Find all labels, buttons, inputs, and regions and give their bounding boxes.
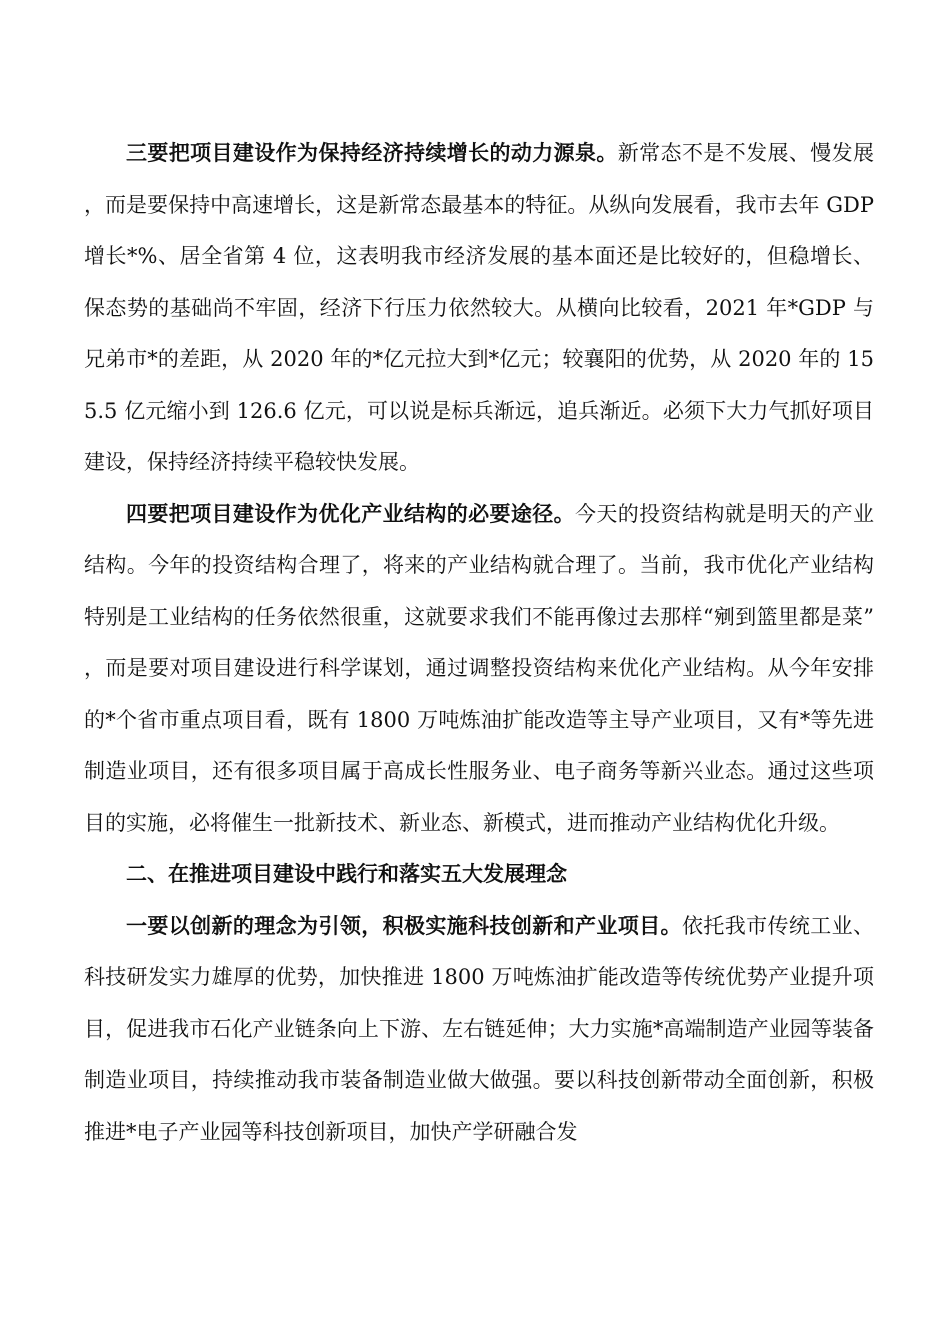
paragraph-text: 新常态不是不发展、慢发展，而是要保持中高速增长，这是新常态最基本的特征。从纵向发展看，我市去年 GDP 增长*%、居全省第 4 位，这表明我市经济发展的基本面还是比较好的，但稳增长、保态势的基础尚不牢固，经济下行压力依然较大。从横向比较看，2021 年*GDP 与兄弟市*的差距，从 2020 年的*亿元拉大到*亿元；较襄阳的优势，从 2020 年的 155.5 亿元缩小到 126.6 亿元，可以说是标兵渐远，追兵渐近。必须下大力气抓好项目建设，保持经济持续平稳较快发展。 xyxy=(84,141,875,474)
paragraph-lead: 一要以创新的理念为引领，积极实施科技创新和产业项目。 xyxy=(126,913,682,938)
paragraph-text: 今天的投资结构就是明天的产业结构。今年的投资结构合理了，将来的产业结构就合理了。当前，我市优化产业结构特别是工业结构的任务依然很重，这就要求我们不能再像过去那样“剜到篮里都是菜”，而是要对项目建设进行科学谋划，通过调整投资结构来优化产业结构。从今年安排的*个省市重点项目看，既有 1800 万吨炼油扩能改造等主导产业项目，又有*等先进制造业项目，还有很多项目属于高成长性服务业、电子商务等新兴业态。通过这些项目的实施，必将催生一批新技术、新业态、新模式，进而推动产业结构优化升级。 xyxy=(84,501,875,835)
paragraph-4 xyxy=(84,489,874,850)
paragraph-lead: 四要把项目建设作为优化产业结构的必要途径。 xyxy=(126,501,576,526)
paragraph-text: 依托我市传统工业、科技研发实力雄厚的优势，加快推进 1800 万吨炼油扩能改造等传统优势产业提升项目，促进我市石化产业链条向上下游、左右链延伸；大力实施*高端制造产业园等装备制造业项目，持续推动我市装备制造业做大做强。要以科技创新带动全面创新，积极推进*电子产业园等科技创新项目，加快产学研融合发 xyxy=(84,913,875,1144)
document-body xyxy=(84,128,874,1158)
paragraph-lead: 三要把项目建设作为保持经济持续增长的动力源泉。 xyxy=(126,141,618,165)
paragraph-3 xyxy=(84,128,874,489)
section-heading: 二、在推进项目建设中践行和落实五大发展理念 xyxy=(126,862,567,886)
paragraph-innovation xyxy=(84,901,874,1159)
